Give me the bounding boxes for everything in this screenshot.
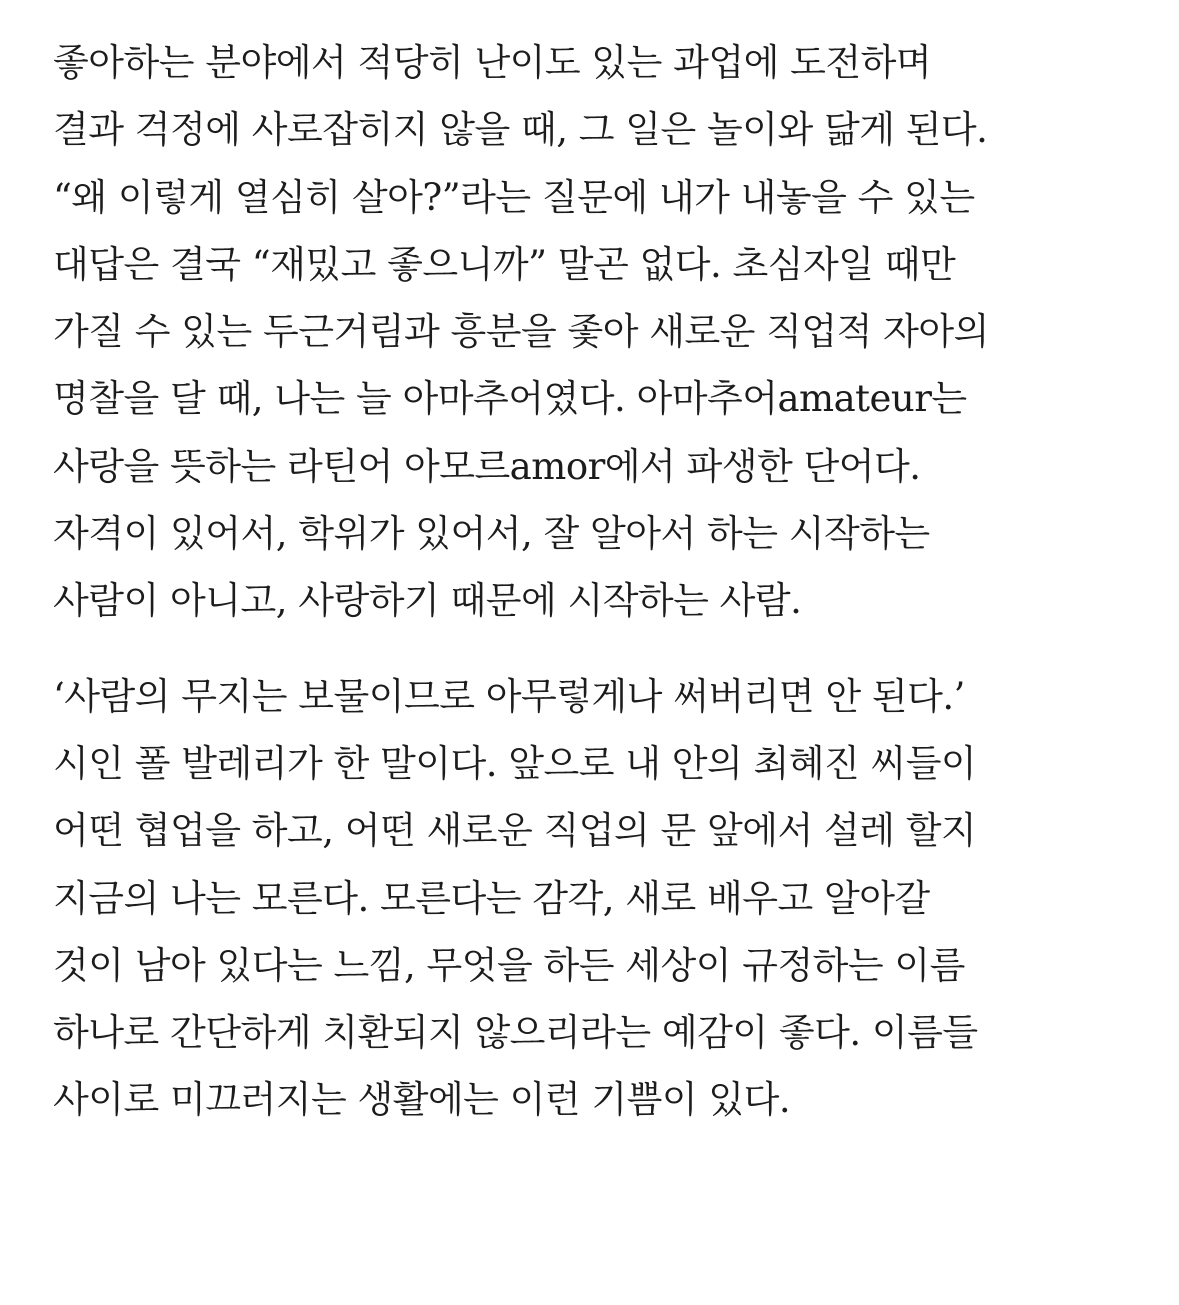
text-line: 결과 걱정에 사로잡히지 않을 때, 그 일은 놀이와 닮게 된다. xyxy=(53,108,988,152)
text-line: 자격이 있어서, 학위가 있어서, 잘 알아서 하는 시작하는 xyxy=(53,512,930,556)
paragraph-valery-quote xyxy=(53,663,1163,1134)
text-line: 좋아하는 분야에서 적당히 난이도 있는 과업에 도전하며 xyxy=(53,41,932,84)
article-body xyxy=(53,0,1163,1134)
paragraph-amateur xyxy=(53,0,1163,635)
text-line: 것이 남아 있다는 느낌, 무엇을 하든 세상이 규정하는 이름 xyxy=(53,943,965,987)
text-line: 지금의 나는 모른다. 모른다는 감각, 새로 배우고 알아갈 xyxy=(53,876,930,920)
text-line: 하나로 간단하게 치환되지 않으리라는 예감이 좋다. 이름들 xyxy=(53,1011,978,1055)
text-line: 사랑을 뜻하는 라틴어 아모르amor에서 파생한 단어다. xyxy=(53,444,921,488)
text-line: 대답은 결국 “재밌고 좋으니까” 말곤 없다. 초심자일 때만 xyxy=(53,242,956,286)
text-line: ‘사람의 무지는 보물이므로 아무렇게나 써버리면 안 된다.’ xyxy=(53,674,965,718)
text-line: 사람이 아니고, 사랑하기 때문에 시작하는 사람. xyxy=(53,579,802,623)
text-line: 명찰을 달 때, 나는 늘 아마추어였다. 아마추어amateur는 xyxy=(53,377,967,421)
text-line: 시인 폴 발레리가 한 말이다. 앞으로 내 안의 최혜진 씨들이 xyxy=(53,741,977,785)
text-line: “왜 이렇게 열심히 살아?”라는 질문에 내가 내놓을 수 있는 xyxy=(53,175,975,219)
text-line: 가질 수 있는 두근거림과 흥분을 좇아 새로운 직업적 자아의 xyxy=(53,310,989,354)
text-line: 어떤 협업을 하고, 어떤 새로운 직업의 문 앞에서 설레 할지 xyxy=(53,809,977,853)
text-line: 사이로 미끄러지는 생활에는 이런 기쁨이 있다. xyxy=(53,1078,791,1122)
